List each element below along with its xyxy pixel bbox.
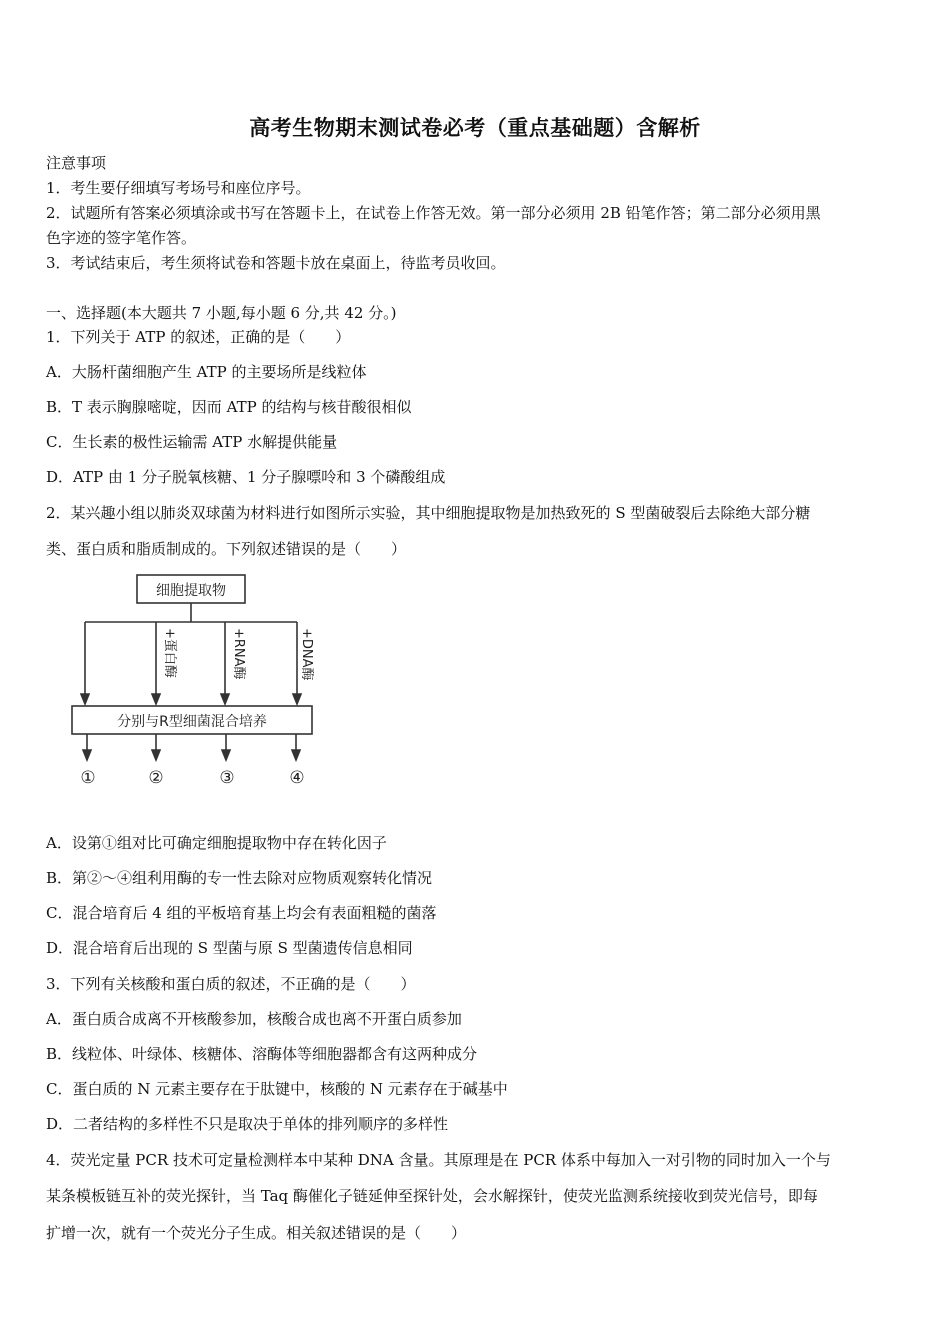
section-heading: 一、选择题(本大题共 7 小题,每小题 6 分,共 42 分。) [46,304,397,322]
q2-option-c: C．混合培育后 4 组的平板培育基上均会有表面粗糙的菌落 [46,904,437,922]
q3-option-c: C．蛋白质的 N 元素主要存在于肽键中，核酸的 N 元素存在于碱基中 [46,1080,508,1098]
question-4-stem-cont: 某条模板链互补的荧光探针，当 Taq 酶催化子链延伸至探针处，会水解探针，使荧光监测系统接收到荧光信号，即每 [46,1187,818,1205]
question-4-stem: 4．荧光定量 PCR 技术可定量检测样本中某种 DNA 含量。其原理是在 PCR 体系中每加入一对引物的同时加入一个与 [46,1151,831,1169]
q1-option-b: B．T 表示胸腺嘧啶，因而 ATP 的结构与核苷酸很相似 [46,398,412,416]
q3-option-a: A．蛋白质合成离不开核酸参加，核酸合成也离不开蛋白质参加 [46,1010,462,1028]
enzyme-label-dnase: +DNA酶 [299,628,314,681]
question-2-stem-cont: 类、蛋白质和脂质制成的。下列叙述错误的是（ ） [46,540,407,558]
q2-option-d: D．混合培育后出现的 S 型菌与原 S 型菌遗传信息相同 [46,939,413,957]
q2-option-a: A．设第①组对比可确定细胞提取物中存在转化因子 [46,834,387,852]
question-2-stem: 2．某兴趣小组以肺炎双球菌为材料进行如图所示实验，其中细胞提取物是加热致死的 S 型菌破裂后去除绝大部分糖 [46,504,811,522]
diagram-top-box-label: 细胞提取物 [156,583,226,599]
outcome-4: ④ [289,768,305,788]
q1-option-a: A．大肠杆菌细胞产生 ATP 的主要场所是线粒体 [46,363,367,381]
outcome-3: ③ [219,768,235,788]
q3-option-b: B．线粒体、叶绿体、核糖体、溶酶体等细胞器都含有这两种成分 [46,1045,478,1063]
question-4-stem-cont: 扩增一次，就有一个荧光分子生成。相关叙述错误的是（ ） [46,1224,467,1242]
outcome-2: ② [148,768,164,788]
diagram-bottom-box-label: 分别与R型细菌混合培养 [117,714,267,730]
page-title: 高考生物期末测试卷必考（重点基础题）含解析 [249,116,701,140]
notice-heading: 注意事项 [46,154,107,172]
question-3-stem: 3．下列有关核酸和蛋白质的叙述，不正确的是（ ） [46,975,416,993]
notice-item: 色字迹的签字笔作答。 [46,229,197,247]
q1-option-d: D．ATP 由 1 分子脱氧核糖、1 分子腺嘌呤和 3 个磷酸组成 [46,468,446,486]
notice-item: 2．试题所有答案必须填涂或书写在答题卡上，在试卷上作答无效。第一部分必须用 2B 铅笔作答；第二部分必须用黑 [46,204,821,222]
q3-option-d: D．二者结构的多样性不只是取决于单体的排列顺序的多样性 [46,1115,449,1133]
q2-option-b: B．第②～④组利用酶的专一性去除对应物质观察转化情况 [46,869,433,887]
enzyme-label-rnase: +RNA酶 [231,628,246,680]
outcome-1: ① [80,768,96,788]
notice-item: 3．考试结束后，考生须将试卷和答题卡放在桌面上，待监考员收回。 [46,254,506,272]
enzyme-label-protease: +蛋白酶 [162,628,177,678]
question-1-stem: 1．下列关于 ATP 的叙述，正确的是（ ） [46,328,351,346]
q1-option-c: C．生长素的极性运输需 ATP 水解提供能量 [46,433,338,451]
experiment-diagram [60,570,340,800]
notice-item: 1．考生要仔细填写考场号和座位序号。 [46,179,311,197]
